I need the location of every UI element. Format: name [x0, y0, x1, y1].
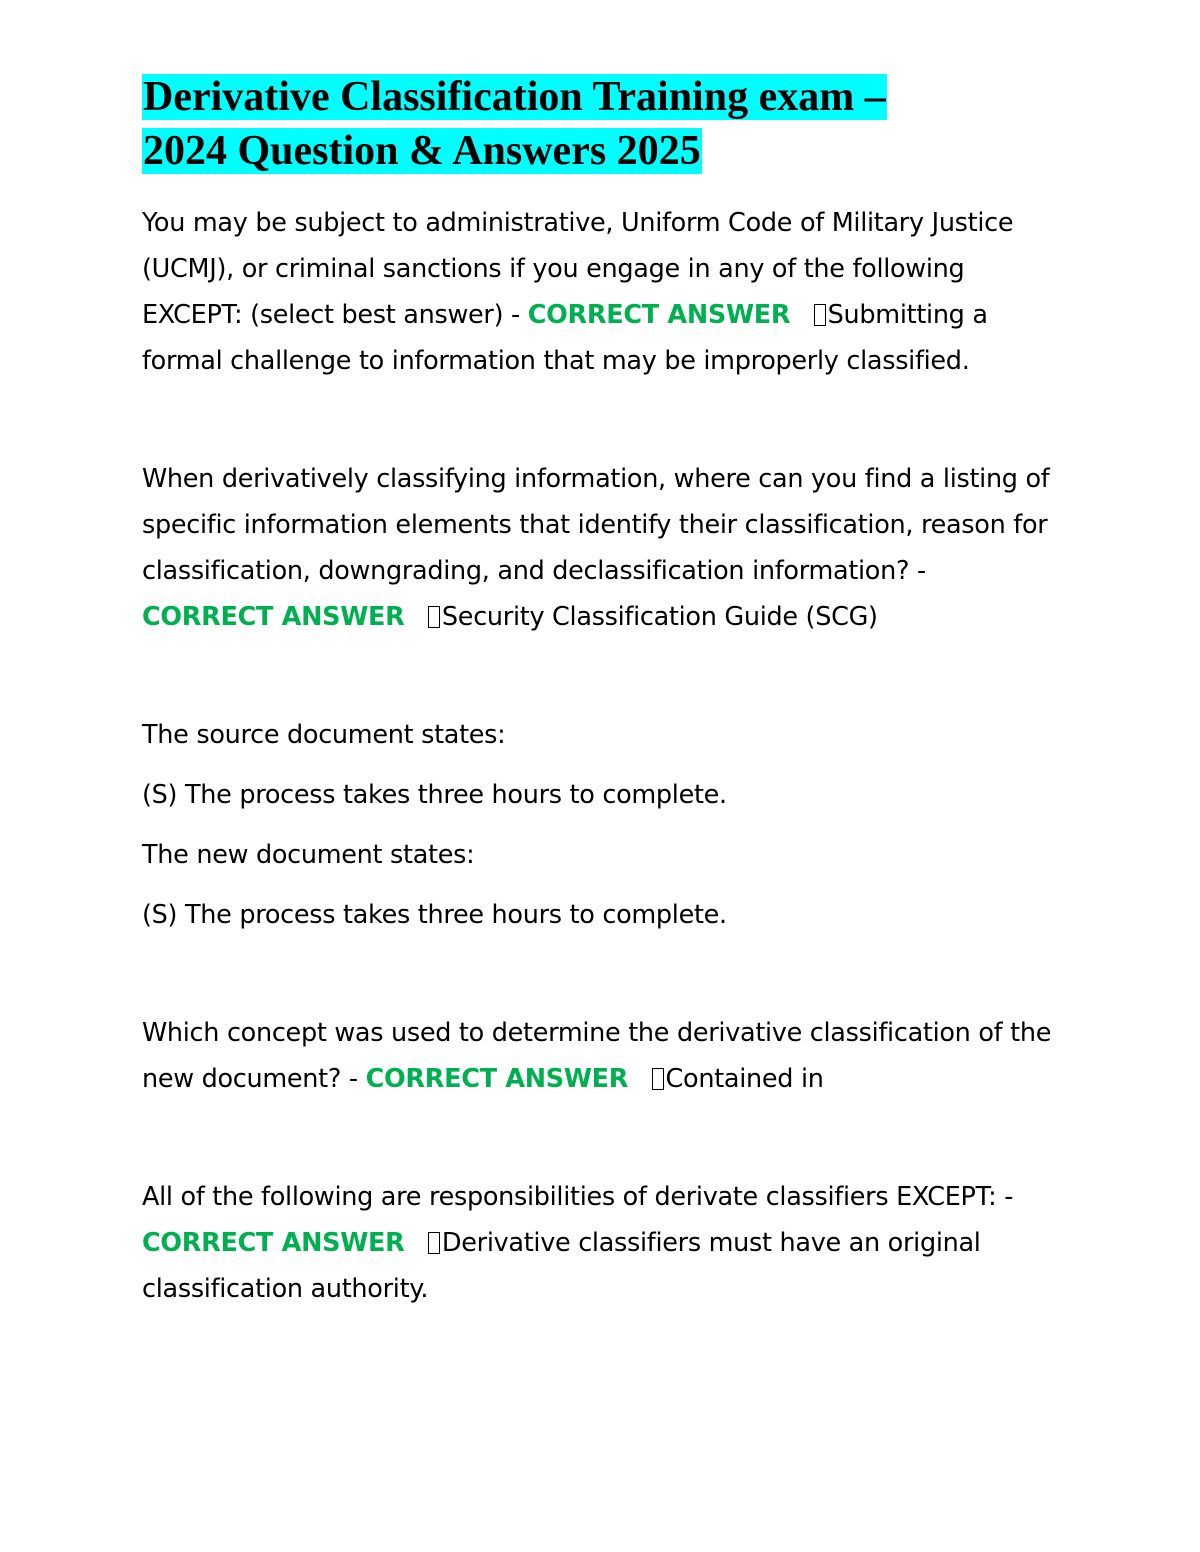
- question-text: All of the following are responsibilities of derivate classifiers EXCEPT: -: [142, 1182, 1014, 1212]
- source-statement: (S) The process takes three hours to complete.: [142, 780, 727, 810]
- qa-item-3: [142, 1010, 1062, 1102]
- title-line-2: 2024 Question & Answers 2025: [143, 128, 701, 174]
- document-page: [142, 70, 1062, 1312]
- checkbox-icon: [428, 606, 440, 628]
- checkbox-icon: [652, 1068, 664, 1090]
- checkbox-icon: [814, 304, 826, 326]
- document-title: [142, 70, 1062, 178]
- answer-text: Submitting a formal challenge to information that may be improperly classified.: [142, 300, 988, 376]
- answer-text: Derivative classifiers must have an original classification authority.: [142, 1228, 981, 1304]
- correct-answer-label: CORRECT ANSWER: [365, 1064, 629, 1094]
- new-statement: (S) The process takes three hours to complete.: [142, 900, 727, 930]
- correct-answer-label: CORRECT ANSWER: [142, 602, 405, 632]
- question-text: Which concept was used to determine the derivative classification of the new document? -: [142, 1018, 1052, 1094]
- answer-text: Contained in: [665, 1064, 824, 1094]
- qa-item-4: [142, 1174, 1062, 1312]
- correct-answer-label: CORRECT ANSWER: [527, 300, 791, 330]
- qa-item-2: [142, 456, 1062, 640]
- source-statement-label: The source document states:: [142, 720, 506, 750]
- checkbox-icon: [428, 1232, 440, 1254]
- qa-item-1: [142, 200, 1062, 384]
- answer-text: Security Classification Guide (SCG): [441, 602, 878, 632]
- question-text: When derivatively classifying information, where can you find a listing of specific information elements that identify their classification, reason for classification, downgrading, and declassification information? -: [142, 464, 1050, 586]
- question-text: You may be subject to administrative, Uniform Code of Military Justice (UCMJ), or criminal sanctions if you engage in any of the following EXCEPT: (select best answer) -: [142, 208, 1014, 330]
- correct-answer-label: CORRECT ANSWER: [142, 1228, 405, 1258]
- new-statement-label: The new document states:: [142, 840, 475, 870]
- title-line-1: Derivative Classification Training exam –: [143, 74, 886, 120]
